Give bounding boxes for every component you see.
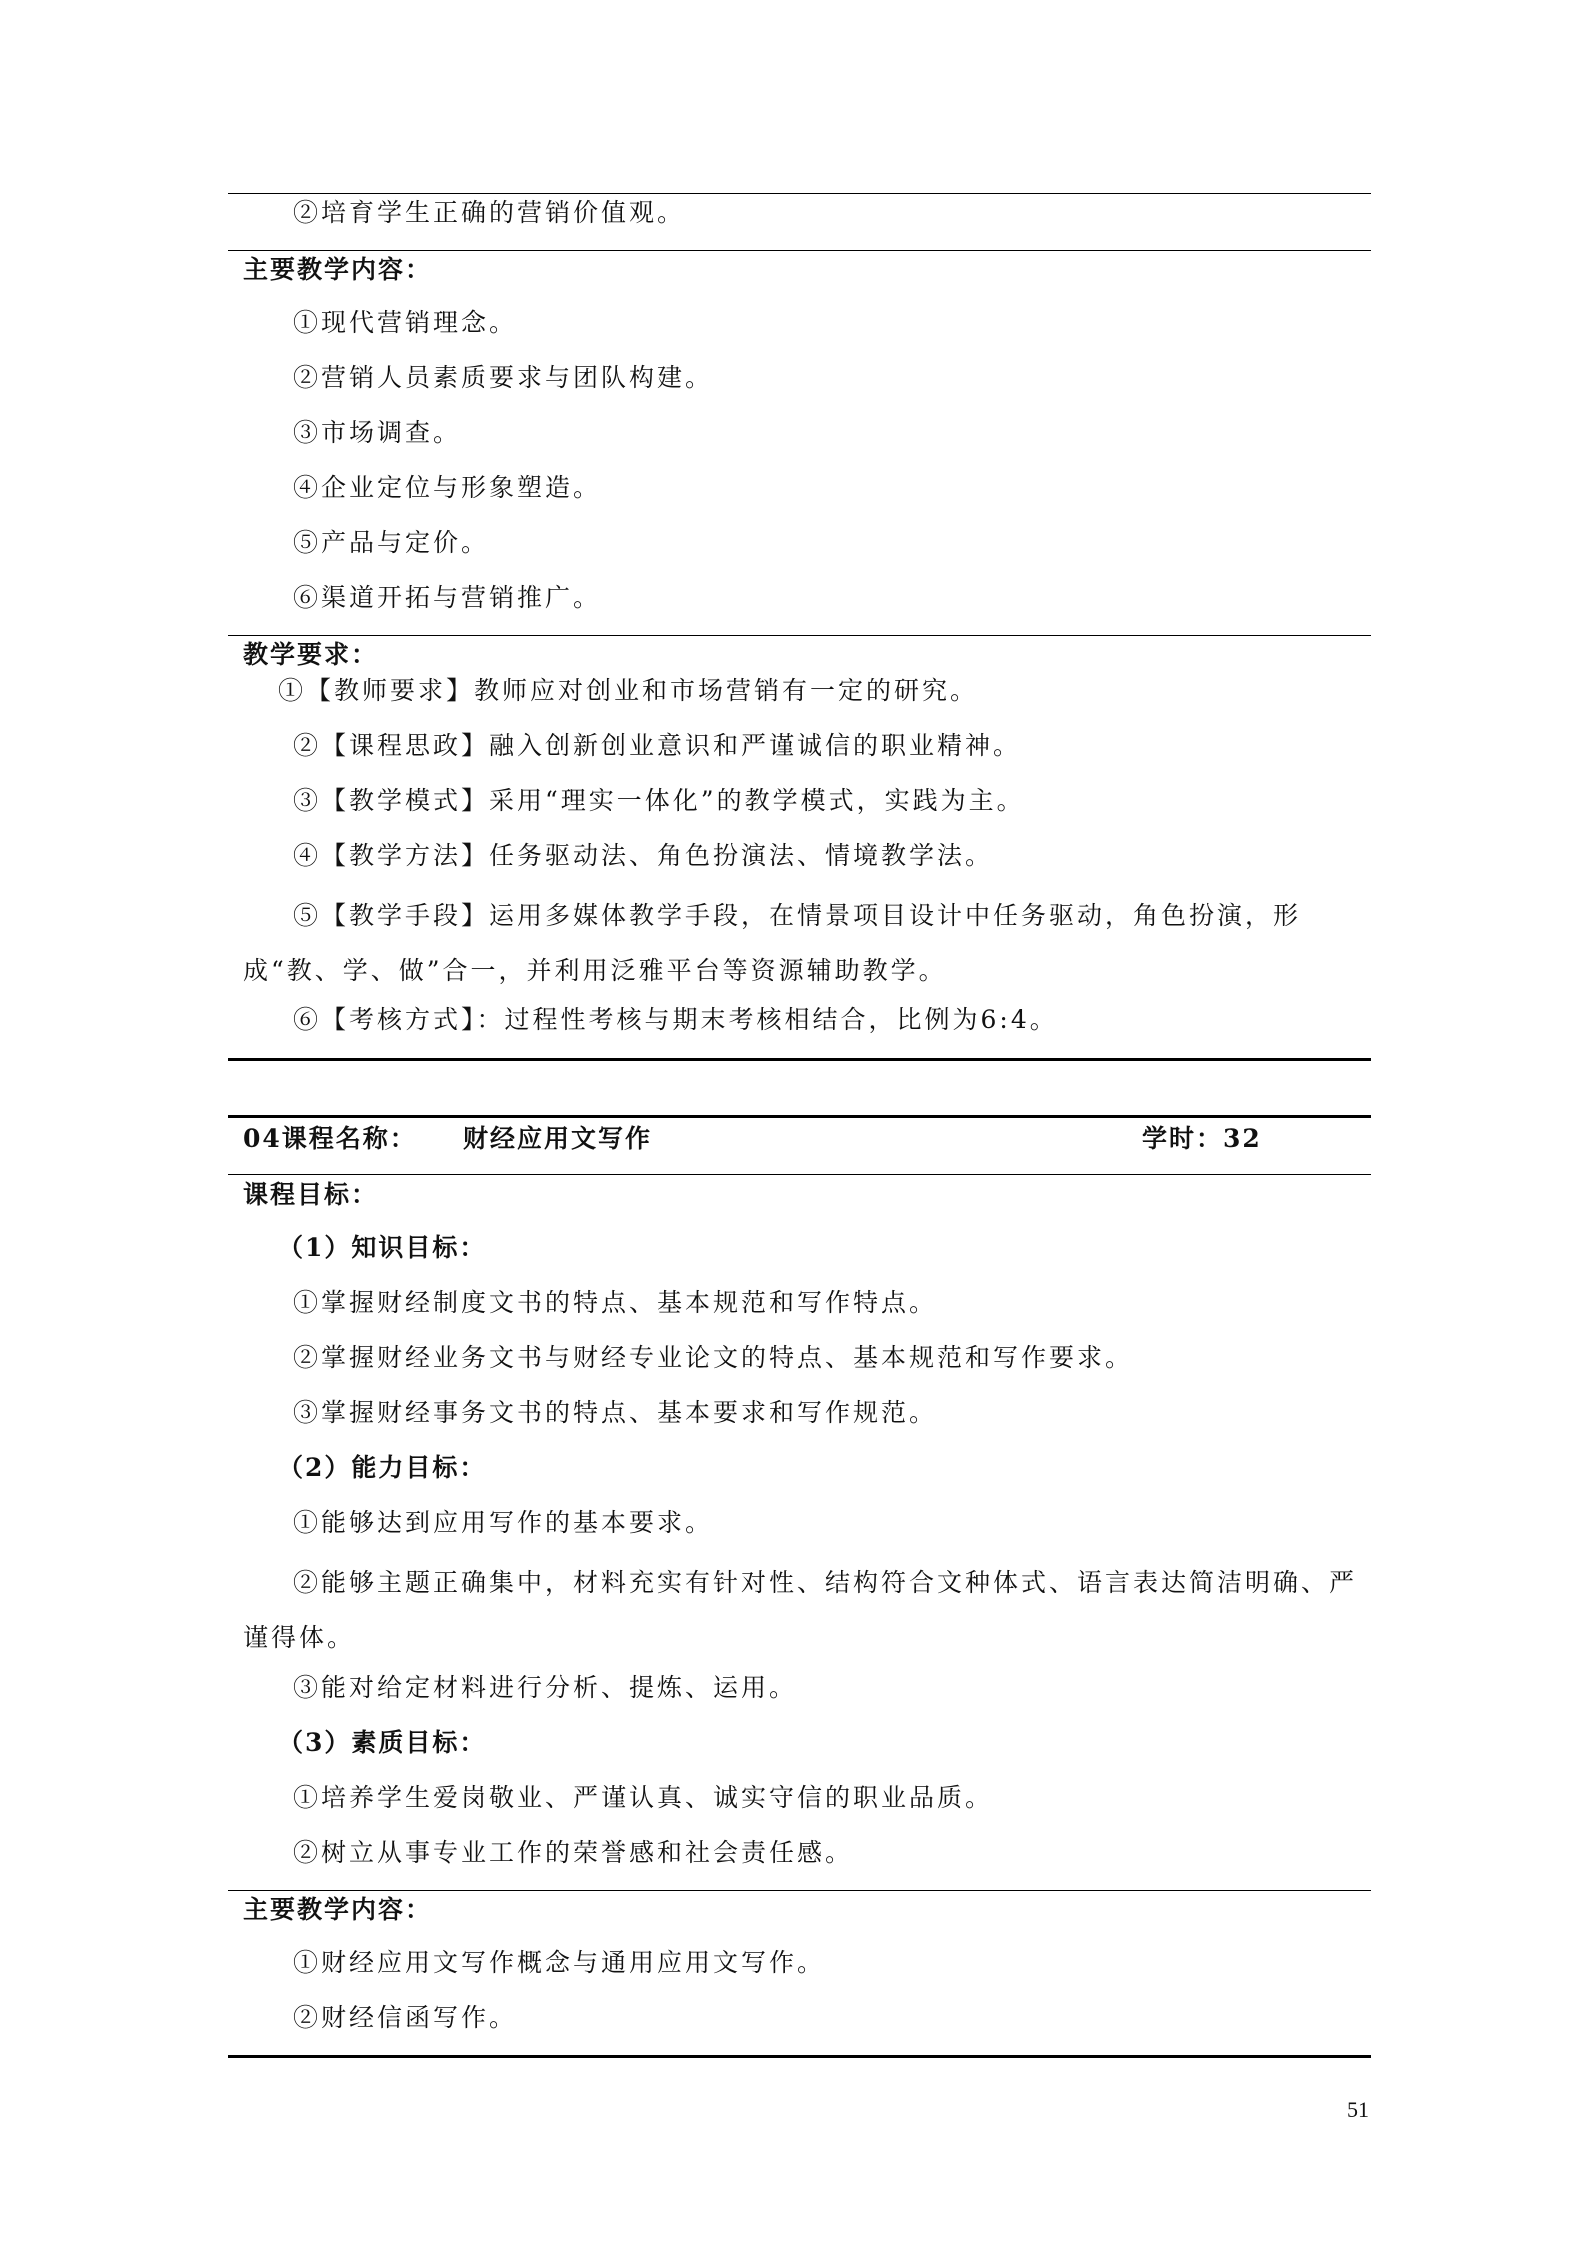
- subsection-title-quality: （3）素质目标：: [278, 1728, 487, 1757]
- subsection-title-ability: （2）能力目标：: [278, 1453, 487, 1482]
- requirement-item: ④【教学方法】任务驱动法、角色扮演法、情境教学法。: [293, 841, 994, 870]
- course-header-label: 04课程名称：: [243, 1124, 417, 1153]
- row-divider: [228, 1174, 1371, 1175]
- content-item: ④企业定位与形象塑造。: [293, 473, 602, 502]
- goal-item: ③能对给定材料进行分析、提炼、运用。: [293, 1673, 798, 1702]
- content-item: ①财经应用文写作概念与通用应用文写作。: [293, 1948, 826, 1977]
- content-item: ③市场调查。: [293, 418, 462, 447]
- page-number: 51: [1347, 2097, 1369, 2122]
- section-title-goals: 课程目标：: [243, 1180, 379, 1209]
- goal-item: ②掌握财经业务文书与财经专业论文的特点、基本规范和写作要求。: [293, 1343, 1134, 1372]
- goal-item-wrapped: ②能够主题正确集中，材料充实有针对性、结构符合文种体式、语言表达简洁明确、严谨得体。: [243, 1568, 1358, 1652]
- goal-item: ②树立从事专业工作的荣誉感和社会责任感。: [293, 1838, 854, 1867]
- content-item: ②财经信函写作。: [293, 2003, 518, 2032]
- table-bottom-rule: [228, 1058, 1371, 1061]
- row-divider: [228, 1890, 1371, 1891]
- content-item: ⑤产品与定价。: [293, 528, 490, 557]
- table-bottom-rule: [228, 2055, 1371, 2058]
- row-divider: [228, 250, 1371, 251]
- requirement-item: ①【教师要求】教师应对创业和市场营销有一定的研究。: [278, 676, 979, 705]
- row-divider: [228, 635, 1371, 636]
- course-hours: 学时：32: [1142, 1124, 1262, 1153]
- requirement-item: ②【课程思政】融入创新创业意识和严谨诚信的职业精神。: [293, 731, 1022, 760]
- table-top-rule: [228, 1115, 1371, 1118]
- content-item: ⑥渠道开拓与营销推广。: [293, 583, 602, 612]
- goal-item: ①掌握财经制度文书的特点、基本规范和写作特点。: [293, 1288, 938, 1317]
- table-top-rule: [228, 193, 1371, 194]
- goal-item: ①培养学生爱岗敬业、严谨认真、诚实守信的职业品质。: [293, 1783, 994, 1812]
- content-item: ②营销人员素质要求与团队构建。: [293, 363, 714, 392]
- requirement-item: ③【教学模式】采用“理实一体化”的教学模式，实践为主。: [293, 786, 1025, 815]
- course-name: 财经应用文写作: [463, 1124, 653, 1153]
- section-title-content: 主要教学内容：: [243, 255, 433, 284]
- subsection-title-knowledge: （1）知识目标：: [278, 1233, 487, 1262]
- goal-item: ③掌握财经事务文书的特点、基本要求和写作规范。: [293, 1398, 938, 1427]
- content-item: ①现代营销理念。: [293, 308, 518, 337]
- goal-item: ②培育学生正确的营销价值观。: [293, 198, 686, 227]
- section-title-content: 主要教学内容：: [243, 1895, 433, 1924]
- goal-item: ①能够达到应用写作的基本要求。: [293, 1508, 714, 1537]
- section-title-requirements: 教学要求：: [243, 640, 379, 669]
- requirement-item: ⑥【考核方式】：过程性考核与期末考核相结合，比例为6:4。: [293, 1005, 1058, 1034]
- requirement-item-wrapped: ⑤【教学手段】运用多媒体教学手段，在情景项目设计中任务驱动，角色扮演，形成“教、学、做”合一，并利用泛雅平台等资源辅助教学。: [243, 901, 1302, 985]
